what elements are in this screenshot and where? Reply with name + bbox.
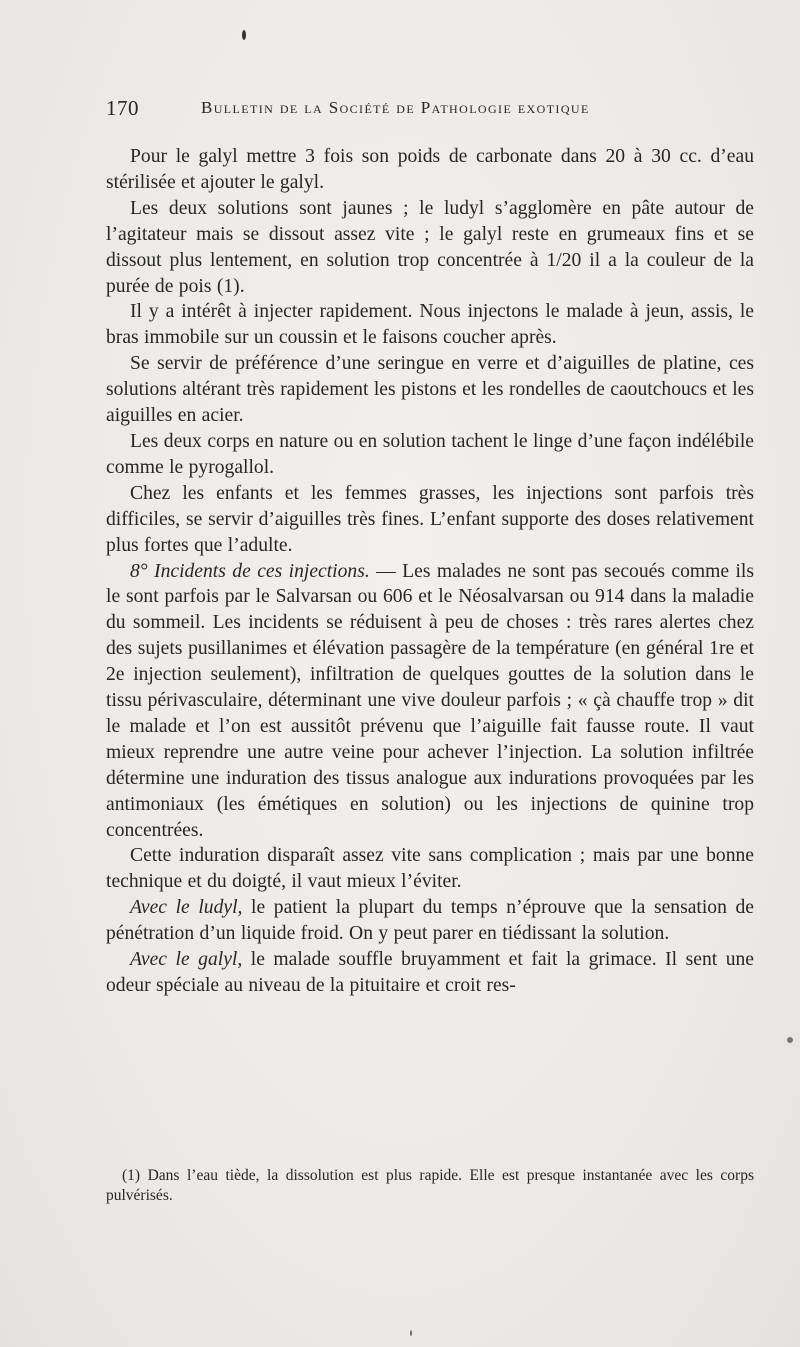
paragraph: Les deux solutions sont jaunes ; le ludyl s’agglomère en pâte autour de l’agitateur mais se dissout assez vite ; le galyl reste en grumeaux fins et se dissout plus lentement, en solution trop concentrée à 1/20 il a la couleur de la purée de pois (1).: [106, 197, 754, 297]
paragraph-text: le patient la plupart du temps n’éprouve que la sensation de pénétration d’un liquide froid. On y peut parer en tiédissant la solution.: [106, 897, 754, 945]
print-speck: [410, 1330, 412, 1336]
body-text: [106, 144, 754, 999]
paragraph: Les deux corps en nature ou en solution tachent le linge d’une façon indélébile comme le pyrogallol.: [106, 430, 754, 478]
paragraph: Cette induration disparaît assez vite sans complication ; mais par une bonne technique et du doigté, il vaut mieux l’éviter.: [106, 845, 754, 893]
print-speck: [242, 30, 246, 40]
lead-in: Avec le galyl,: [130, 949, 243, 971]
paragraph: Il y a intérêt à injecter rapidement. Nous injectons le malade à jeun, assis, le bras immobile sur un coussin et le faisons coucher après.: [106, 301, 754, 349]
paragraph: [106, 895, 754, 947]
page-header: [106, 96, 756, 124]
paragraph: Chez les enfants et les femmes grasses, les injections sont parfois très difficiles, se servir d’aiguilles très fines. L’enfant supporte des doses relativement plus fortes que l’adulte.: [106, 482, 754, 556]
paragraph-text: le malade souffle bruyamment et fait la grimace. Il sent une odeur spéciale au niveau de la pituitaire et croit res-: [106, 949, 754, 996]
paragraph-text: — Les malades ne sont pas secoués comme ils le sont parfois par le Salvarsan ou 606 et le Néosalvarsan ou 914 dans la maladie du sommeil. Les incidents se réduisent à peu de choses : très rares alertes chez des sujets pusillanimes et élévation passagère de la température (en général 1re et 2e injection seulement), infiltration de quelques gouttes de la solution dans le tissu périvasculaire, déterminant une vive douleur parfois ; « çà chauffe trop » dit le malade et l’on est aussitôt prévenu que l’aiguille fait fausse route. Il vaut mieux reprendre une autre veine pour achever l’injection. La solution infiltrée détermine une induration des tissus analogue aux indurations provoquées par les antimoniaux (les émétiques en solution) ou les injections de quinine trop concentrées.: [106, 560, 754, 841]
paragraph: [106, 559, 754, 844]
section-title: 8° Incidents de ces injections.: [130, 560, 370, 582]
print-speck: [787, 1037, 793, 1043]
paragraph: Pour le galyl mettre 3 fois son poids de carbonate dans 20 à 30 cc. d’eau stérilisée et ajouter le galyl.: [106, 146, 754, 193]
footnote: (1) Dans l’eau tiède, la dissolution est plus rapide. Elle est presque instantanée avec les corps pulvérisés.: [106, 1167, 754, 1204]
lead-in: Avec le ludyl,: [130, 897, 243, 919]
running-head: Bulletin de la Société de Pathologie exotique: [201, 98, 590, 117]
footnotes: [106, 1166, 754, 1206]
paragraph: [106, 947, 754, 999]
paragraph: Se servir de préférence d’une seringue en verre et d’aiguilles de platine, ces solutions altérant très rapidement les pistons et les rondelles de caoutchoucs et les aiguilles en acier.: [106, 353, 754, 427]
page-number: 170: [106, 96, 139, 120]
